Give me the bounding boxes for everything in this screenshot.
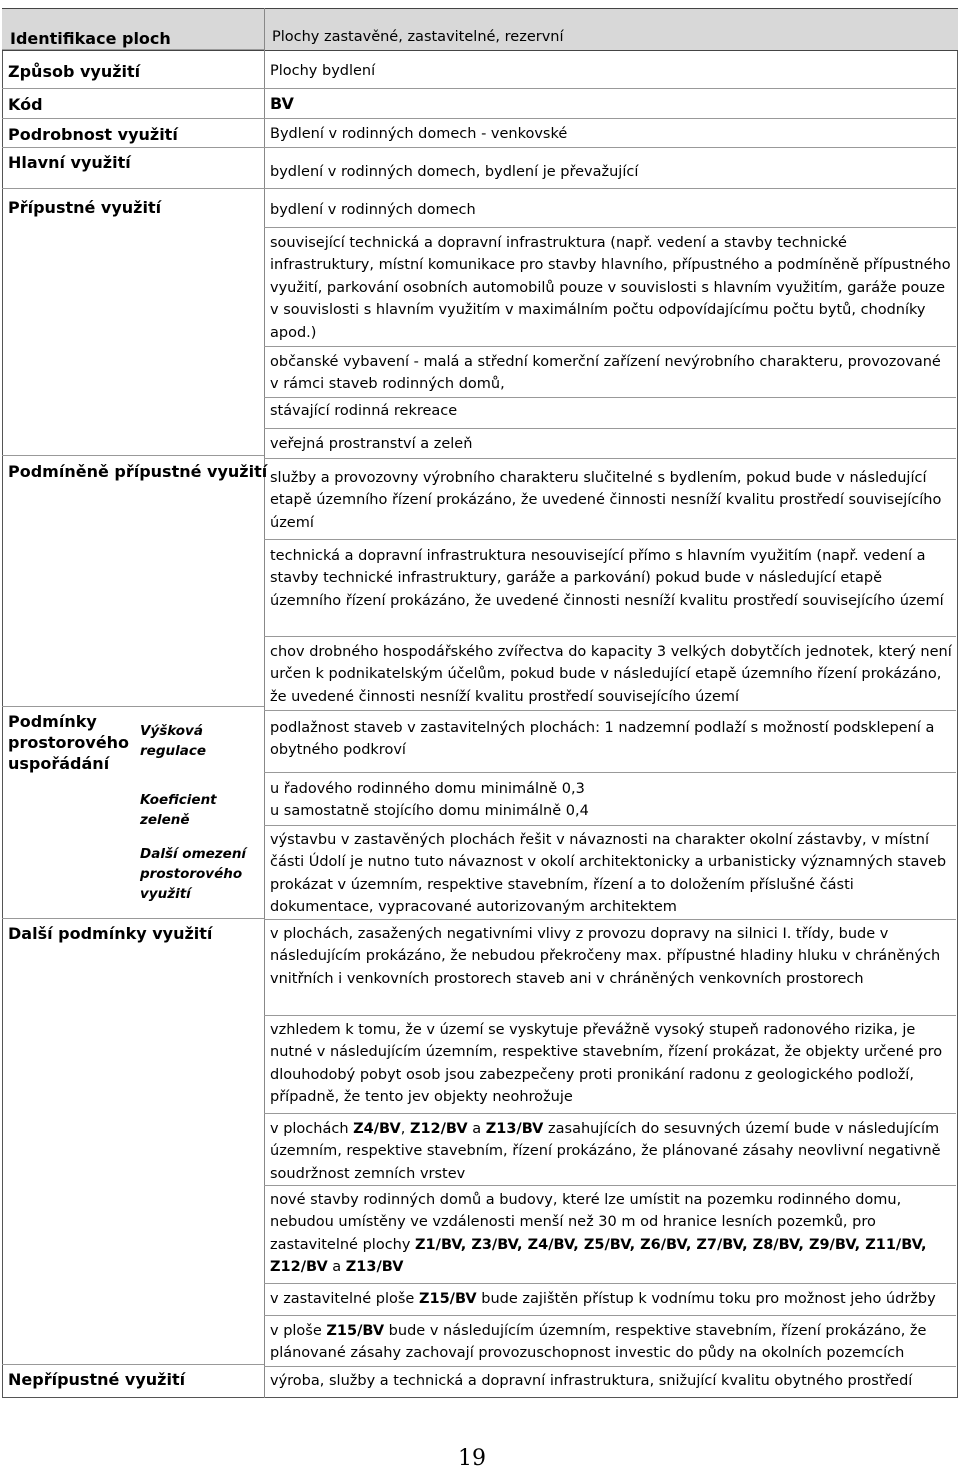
text-run: bude zajištěn přístup k vodnímu toku pro možnost jeho údržby xyxy=(476,1291,936,1307)
value-dalsi-2: vzhledem k tomu, že v území se vyskytuje převážně vysoký stupeň radonového rizika, je nutné v následujícím územním, respektive stavebním, řízení prokázat, že objekty určené pro dlouhodobý pobyt osob jsou zabezpečeny proti pronikání radonu z geologického podloží, případně, že tento jev objekty neohrožuje xyxy=(270,1022,943,1106)
text-run: nové stavby rodinných domů a budovy, které lze umístit na pozemku rodinného domu, nebudou umístěny ve vzdálenosti menší než 30 m od hranice lesních pozemků, pro zastavitelné plochy xyxy=(270,1192,902,1253)
row-divider xyxy=(264,1366,956,1367)
row-divider xyxy=(264,118,956,119)
row-divider xyxy=(264,919,956,920)
value-dalsi-3 xyxy=(270,1118,952,1185)
row-divider xyxy=(264,346,956,347)
plot-code: Z13/BV xyxy=(345,1259,404,1276)
value-pripustne-5: veřejná prostranství a zeleň xyxy=(270,436,473,452)
row-divider xyxy=(264,1283,956,1284)
value-koeficient-1: u řadového rodinného domu minimálně 0,3 xyxy=(270,781,585,797)
value-dalsi-4 xyxy=(270,1189,952,1279)
header-value: Plochy zastavěné, zastavitelné, rezervní xyxy=(272,29,564,45)
plot-code: Z13/BV xyxy=(485,1121,544,1137)
value-podminene-3: chov drobného hospodářského zvířectva do kapacity 3 velkých dobytčích jednotek, který není určen k podnikatelským účelům, pokud bude v následující etapě územního řízení prokázáno, že uvedené činnosti nesníží kvalitu prostředí souvisejícího území xyxy=(270,644,952,705)
value-pripustne-1: bydlení v rodinných domech xyxy=(270,202,476,218)
label-podminky: Podmínky prostorového uspořádání xyxy=(8,712,130,773)
label-nepripustne: Nepřípustné využití xyxy=(8,1370,186,1389)
table-header xyxy=(2,8,958,51)
label-podminene: Podmíněně přípustné využití xyxy=(8,462,268,481)
value-vyskova: podlažnost staveb v zastavitelných plochách: 1 nadzemní podlaží s možností podsklepení a obytného podkroví xyxy=(270,720,935,759)
row-divider xyxy=(2,188,264,189)
value-nepripustne: výroba, služby a technická a dopravní infrastruktura, snižující kvalitu obytného prostředí xyxy=(270,1373,913,1389)
row-divider xyxy=(2,1364,264,1365)
label-pripustne: Přípustné využití xyxy=(8,198,162,217)
label-koeficient: Koeficient zeleně xyxy=(140,792,217,828)
row-divider xyxy=(264,147,956,148)
value-dalsi-1: v plochách, zasažených negativními vlivy z provozu dopravy na silnici I. třídy, bude v následujícím prokázáno, že nebudou překročeny max. přípustné hladiny hluku v chráněných vnitřních i venkovních prostorech staveb ani v chráněných venkovních prostorech xyxy=(270,926,941,987)
value-koeficient-2: u samostatně stojícího domu minimálně 0,4 xyxy=(270,803,589,819)
row-divider xyxy=(2,918,264,919)
row-divider xyxy=(2,118,264,119)
value-podrobnost: Bydlení v rodinných domech - venkovské xyxy=(270,126,568,142)
row-divider xyxy=(264,825,956,826)
plot-code: Z15/BV xyxy=(418,1291,477,1307)
text-run: v ploše xyxy=(270,1323,327,1339)
text-run: zasahujících do sesuvných území bude v následujícím územním, respektive stavebním, řízení prokázáno, že plánované zásahy neovlivní negativně soudržnost zemních vrstev xyxy=(270,1121,941,1182)
row-divider xyxy=(264,1315,956,1316)
row-divider xyxy=(264,188,956,189)
row-divider xyxy=(264,1113,956,1114)
row-divider xyxy=(264,1185,956,1186)
row-divider xyxy=(264,227,956,228)
row-divider xyxy=(264,539,956,540)
label-vyskova: Výšková regulace xyxy=(140,723,206,759)
text-run: , xyxy=(400,1121,410,1137)
row-divider xyxy=(2,455,264,456)
plot-code: Z12/BV xyxy=(409,1121,468,1137)
text-run: bude v následujícím územním, respektive stavebním, řízení prokázáno, že plánované zásahy zachovají provozuschopnost investic do půdy na okolních pozemcích xyxy=(270,1323,927,1362)
row-divider xyxy=(264,428,956,429)
plot-code: Z15/BV xyxy=(326,1323,385,1339)
header-label: Identifikace ploch xyxy=(10,29,171,48)
page-number: 19 xyxy=(458,1446,486,1471)
text-run: a xyxy=(467,1121,486,1137)
row-divider xyxy=(264,772,956,773)
row-divider xyxy=(264,458,956,459)
value-podminene-1: služby a provozovny výrobního charakteru slučitelné s bydlením, pokud bude v následující etapě územního řízení prokázáno, že uvedené činnosti nesníží kvalitu prostředí souvisejícího území xyxy=(270,470,942,531)
row-divider xyxy=(2,147,264,148)
plot-code: Z4/BV xyxy=(353,1121,401,1137)
value-dalsi-omezeni: výstavbu v zastavěných plochách řešit v návaznosti na charakter okolní zástavby, v místní části Údolí je nutno tuto návaznost v okolí architektonicky a urbanisticky významných staveb prokázat v územním, respektive stavebním, řízení a to doložením příslušné části dokumentace, vypracované autorizovaným architektem xyxy=(270,832,947,916)
row-divider xyxy=(2,49,264,50)
value-pripustne-4: stávající rodinná rekreace xyxy=(270,403,458,419)
value-hlavni: bydlení v rodinných domech, bydlení je převažující xyxy=(270,164,639,180)
value-dalsi-6 xyxy=(270,1320,952,1365)
value-pripustne-3: občanské vybavení - malá a střední komerční zařízení nevýrobního charakteru, provozované v rámci staveb rodinných domů, xyxy=(270,354,941,393)
value-podminene-2: technická a dopravní infrastruktura nesouvisející přímo s hlavním využitím (např. vedení a stavby technické infrastruktury, garáže a parkování) pokud bude v následující etapě územního řízení prokázáno, že uvedené činnosti nesníží kvalitu prostředí souvisejícího území xyxy=(270,548,944,609)
label-dalsi-podminky: Další podmínky využití xyxy=(8,924,213,943)
value-dalsi-5 xyxy=(270,1288,952,1310)
label-dalsi-omezeni: Další omezení prostorového využití xyxy=(140,846,247,902)
row-divider xyxy=(264,1015,956,1016)
row-divider xyxy=(264,397,956,398)
label-zpusob: Způsob využití xyxy=(8,62,141,81)
row-divider xyxy=(264,710,956,711)
label-hlavni: Hlavní využití xyxy=(8,153,131,172)
row-divider xyxy=(264,636,956,637)
text-run: v zastavitelné ploše xyxy=(270,1291,419,1307)
value-zpusob: Plochy bydlení xyxy=(270,63,376,79)
plot-codes: Z1/BV, Z3/BV, Z4/BV, Z5/BV, Z6/BV, Z7/BV, Z8/BV, Z9/BV, Z11/BV, Z12/BV xyxy=(270,1236,927,1276)
row-divider xyxy=(2,88,264,89)
row-divider xyxy=(264,88,956,89)
row-divider xyxy=(2,706,264,707)
value-kod: BV xyxy=(270,94,294,113)
value-pripustne-2: související technická a dopravní infrastruktura (např. vedení a stavby technické infrastruktury, místní komunikace pro stavby hlavního, přípustného a podmíněně přípustného využití, parkování osobních automobilů pouze v souvislosti s hlavním využitím, garáže pouze v souvislosti s hlavním využitím v maximálním počtu odpovídajícímu počtu bytů, chodníky apod.) xyxy=(270,235,951,341)
label-kod: Kód xyxy=(8,95,43,114)
text-run: v plochách xyxy=(270,1121,354,1137)
text-run: a xyxy=(327,1259,346,1276)
label-podrobnost: Podrobnost využití xyxy=(8,125,178,144)
column-divider xyxy=(264,8,265,1398)
